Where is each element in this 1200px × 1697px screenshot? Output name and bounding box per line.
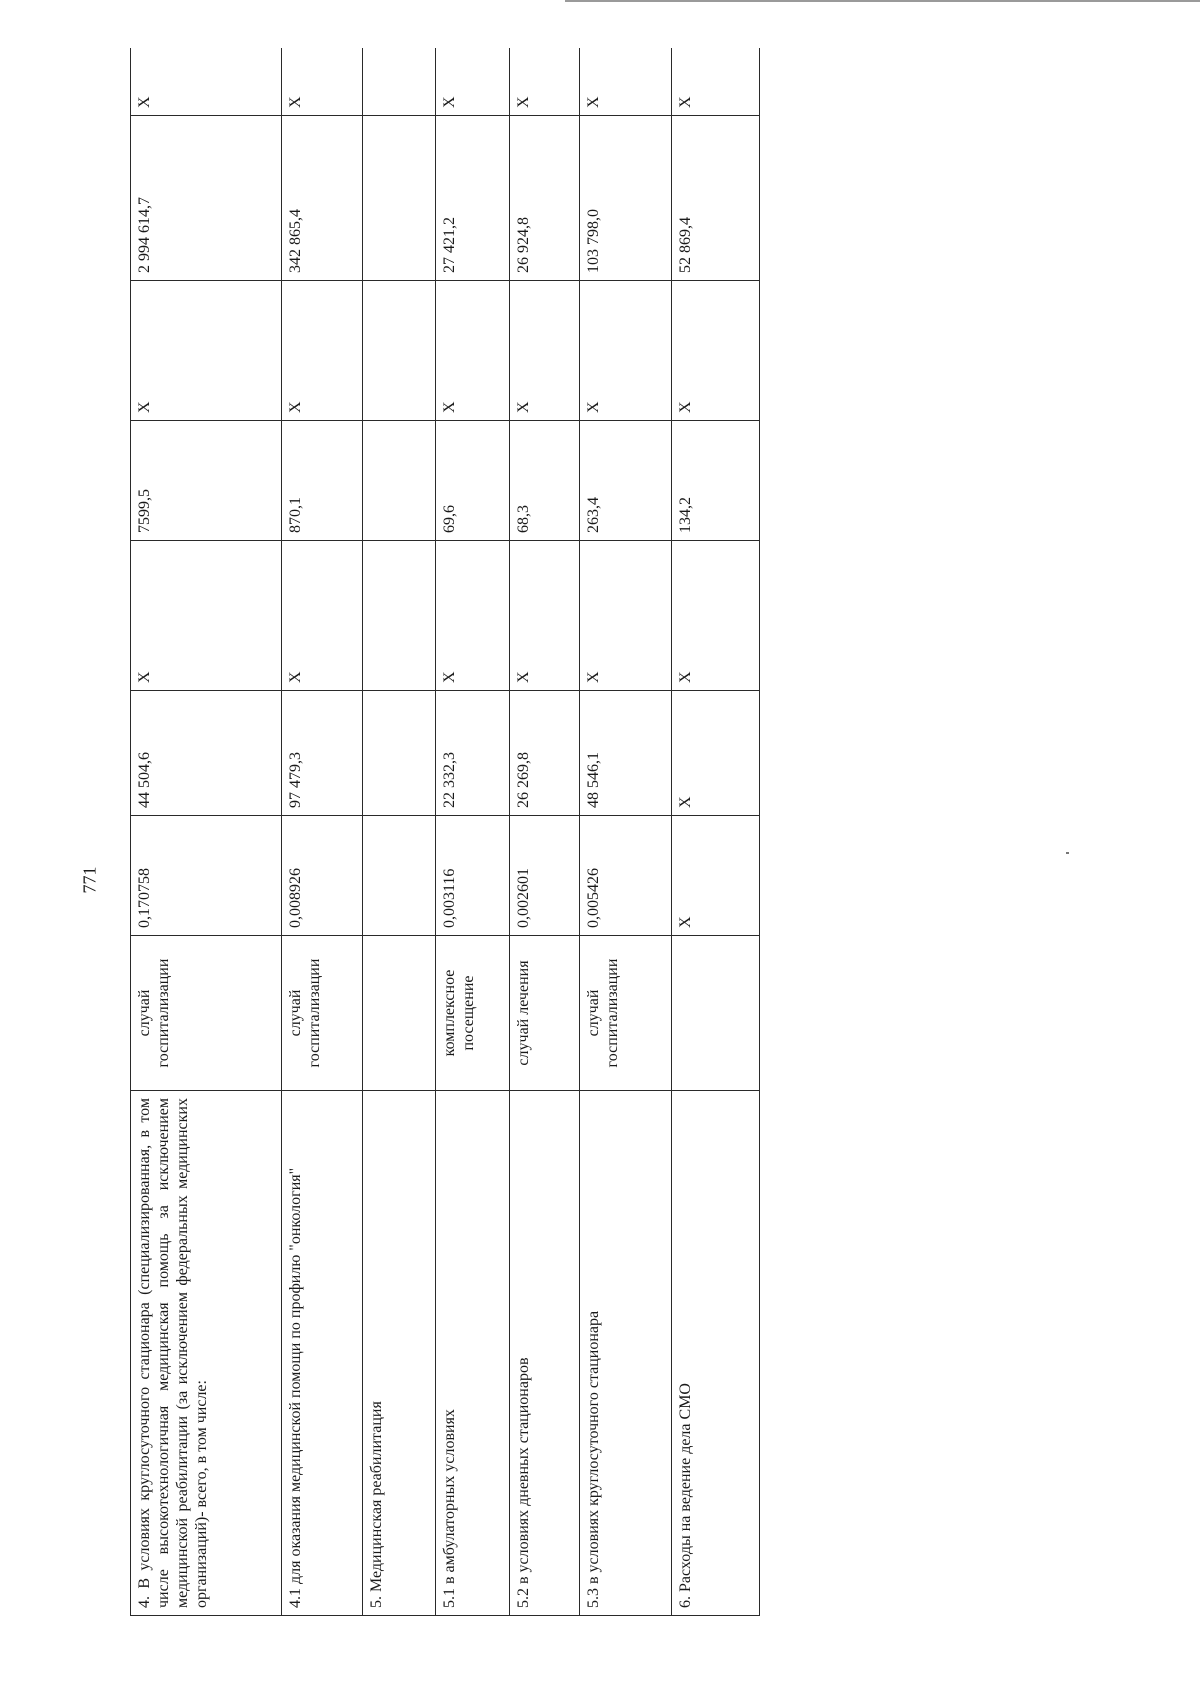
row-unit bbox=[672, 936, 760, 1091]
row-unit: случай госпитализации bbox=[282, 936, 363, 1091]
table-row bbox=[510, 48, 580, 1616]
row-unit bbox=[363, 936, 435, 1091]
row-label: 6. Расходы на ведение дела СМО bbox=[672, 1091, 760, 1616]
cell-normative: 0,008926 bbox=[282, 816, 363, 936]
scan-speck bbox=[1066, 852, 1069, 854]
cell-col7: X bbox=[131, 281, 282, 421]
row-unit: случай госпитализации bbox=[131, 936, 282, 1091]
cell-col9: X bbox=[580, 48, 672, 116]
cell-total: 27 421,2 bbox=[435, 116, 510, 281]
cell-col7: X bbox=[435, 281, 510, 421]
row-unit: комплексное посещение bbox=[435, 936, 510, 1091]
cell-col5 bbox=[363, 541, 435, 691]
cell-per-capita: 68,3 bbox=[510, 421, 580, 541]
cell-col9: X bbox=[282, 48, 363, 116]
cell-total: 52 869,4 bbox=[672, 116, 760, 281]
cell-col7 bbox=[363, 281, 435, 421]
table-row bbox=[131, 48, 282, 1616]
table-row bbox=[363, 48, 435, 1616]
row-label: 4. В условиях круглосуточного стационара (специализированная, в том числе высокотехнологичная медицинская помощь за исключением медицинской реабилитации (за исключением федеральных медицинских организаций)- всего, в том числе: bbox=[131, 1091, 282, 1616]
cell-total: 26 924,8 bbox=[510, 116, 580, 281]
cell-col5: X bbox=[672, 541, 760, 691]
cell-normative: 0,003116 bbox=[435, 816, 510, 936]
data-table bbox=[130, 48, 760, 1616]
cell-unit-cost: 97 479,3 bbox=[282, 691, 363, 816]
cell-total: 2 994 614,7 bbox=[131, 116, 282, 281]
cell-col5: X bbox=[580, 541, 672, 691]
cell-total: 342 865,4 bbox=[282, 116, 363, 281]
cell-normative: X bbox=[672, 816, 760, 936]
cell-col9: X bbox=[131, 48, 282, 116]
cell-col7: X bbox=[282, 281, 363, 421]
cell-col7: X bbox=[580, 281, 672, 421]
table-stage bbox=[130, 48, 760, 1616]
row-unit: случай госпитализации bbox=[580, 936, 672, 1091]
cell-col9: X bbox=[435, 48, 510, 116]
cell-total: 103 798,0 bbox=[580, 116, 672, 281]
cell-col9 bbox=[363, 48, 435, 116]
cell-normative: 0,002601 bbox=[510, 816, 580, 936]
top-edge-rule bbox=[565, 0, 1200, 2]
page-number: 771 bbox=[79, 866, 100, 894]
cell-unit-cost bbox=[363, 691, 435, 816]
cell-col7: X bbox=[510, 281, 580, 421]
table-row bbox=[435, 48, 510, 1616]
cell-normative: 0,005426 bbox=[580, 816, 672, 936]
row-label: 5.1 в амбулаторных условиях bbox=[435, 1091, 510, 1616]
row-label: 5.3 в условиях круглосуточного стационара bbox=[580, 1091, 672, 1616]
row-unit: случай лечения bbox=[510, 936, 580, 1091]
cell-normative: 0,170758 bbox=[131, 816, 282, 936]
cell-unit-cost: 22 332,3 bbox=[435, 691, 510, 816]
cell-unit-cost: 48 546,1 bbox=[580, 691, 672, 816]
cell-per-capita: 7599,5 bbox=[131, 421, 282, 541]
cell-col7: X bbox=[672, 281, 760, 421]
table-row bbox=[672, 48, 760, 1616]
cell-col9: X bbox=[672, 48, 760, 116]
cell-col5: X bbox=[131, 541, 282, 691]
cell-unit-cost: 44 504,6 bbox=[131, 691, 282, 816]
cell-per-capita: 870,1 bbox=[282, 421, 363, 541]
cell-col9: X bbox=[510, 48, 580, 116]
table-row bbox=[282, 48, 363, 1616]
cell-col5: X bbox=[510, 541, 580, 691]
rotated-table-wrapper bbox=[130, 48, 760, 1616]
row-label: 4.1 для оказания медицинской помощи по профилю "онкология" bbox=[282, 1091, 363, 1616]
cell-per-capita: 134,2 bbox=[672, 421, 760, 541]
cell-unit-cost: X bbox=[672, 691, 760, 816]
cell-per-capita bbox=[363, 421, 435, 541]
cell-normative bbox=[363, 816, 435, 936]
cell-unit-cost: 26 269,8 bbox=[510, 691, 580, 816]
table-row bbox=[580, 48, 672, 1616]
cell-col5: X bbox=[435, 541, 510, 691]
row-label: 5. Медицинская реабилитация bbox=[363, 1091, 435, 1616]
cell-per-capita: 263,4 bbox=[580, 421, 672, 541]
cell-per-capita: 69,6 bbox=[435, 421, 510, 541]
row-label: 5.2 в условиях дневных стационаров bbox=[510, 1091, 580, 1616]
cell-col5: X bbox=[282, 541, 363, 691]
cell-total bbox=[363, 116, 435, 281]
